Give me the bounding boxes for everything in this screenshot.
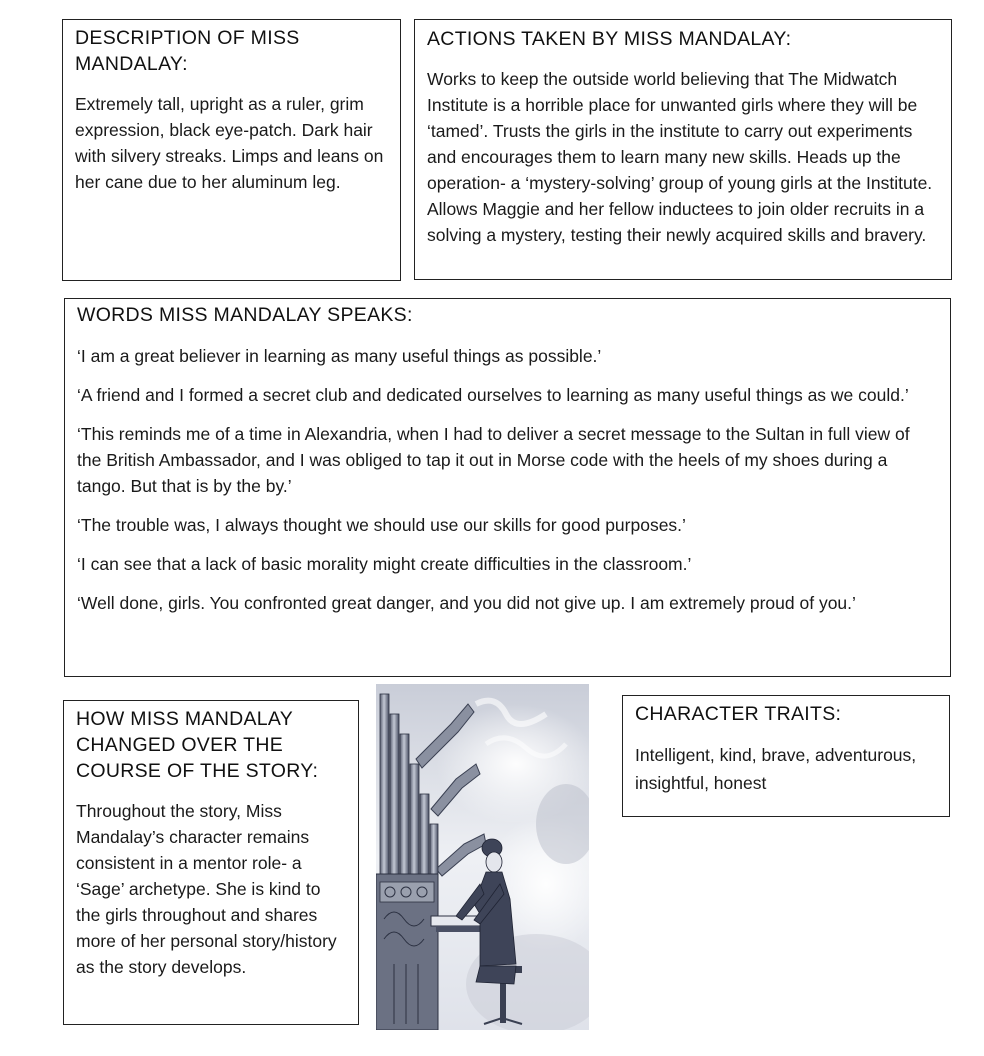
quote-item: ‘The trouble was, I always thought we should use our skills for good purposes.’	[77, 515, 686, 535]
traits-heading: CHARACTER TRAITS:	[635, 703, 842, 725]
changed-box	[63, 700, 359, 1025]
quote-item: ‘This reminds me of a time in Alexandria, when I had to deliver a secret message to the Sultan in full view of the British Ambassador, and I was obliged to tap it out in Morse code with the heels of my shoes during a tango. But that is by the by.’	[77, 424, 910, 496]
words-box	[64, 298, 951, 677]
actions-box	[414, 19, 952, 280]
actions-heading: ACTIONS TAKEN BY MISS MANDALAY:	[427, 28, 792, 50]
description-box	[62, 19, 401, 281]
traits-box	[622, 695, 950, 817]
words-heading: WORDS MISS MANDALAY SPEAKS:	[77, 304, 413, 326]
quote-item: ‘A friend and I formed a secret club and dedicated ourselves to learning as many useful things as we could.’	[77, 385, 909, 405]
organ-player-illustration	[376, 684, 589, 1030]
changed-text: Throughout the story, Miss Mandalay’s character remains consistent in a mentor role- a ‘Sage’ archetype. She is kind to the girls throughout and shares more of her personal story/history as the story develops.	[76, 801, 337, 977]
description-text: Extremely tall, upright as a ruler, grim expression, black eye-patch. Dark hair with silvery streaks. Limps and leans on her cane due to her aluminum leg.	[75, 94, 384, 192]
traits-text: Intelligent, kind, brave, adventurous, insightful, honest	[635, 745, 917, 793]
changed-heading: HOW MISS MANDALAY CHANGED OVER THE COURSE OF THE STORY:	[76, 708, 319, 782]
quote-item: ‘I can see that a lack of basic morality might create difficulties in the classroom.’	[77, 554, 692, 574]
quote-item: ‘Well done, girls. You confronted great danger, and you did not give up. I am extremely proud of you.’	[77, 593, 856, 613]
description-heading: DESCRIPTION OF MISS MANDALAY:	[75, 27, 300, 75]
quote-item: ‘I am a great believer in learning as many useful things as possible.’	[77, 346, 602, 366]
actions-text: Works to keep the outside world believing that The Midwatch Institute is a horrible place for unwanted girls where they will be ‘tamed’. Trusts the girls in the institute to carry out experiments and encourages them to learn many new skills. Heads up the operation- a ‘mystery-solving’ group of young girls at the Institute. Allows Maggie and her fellow inductees to join older recruits in a solving a mystery, testing their newly acquired skills and bravery.	[427, 69, 933, 245]
